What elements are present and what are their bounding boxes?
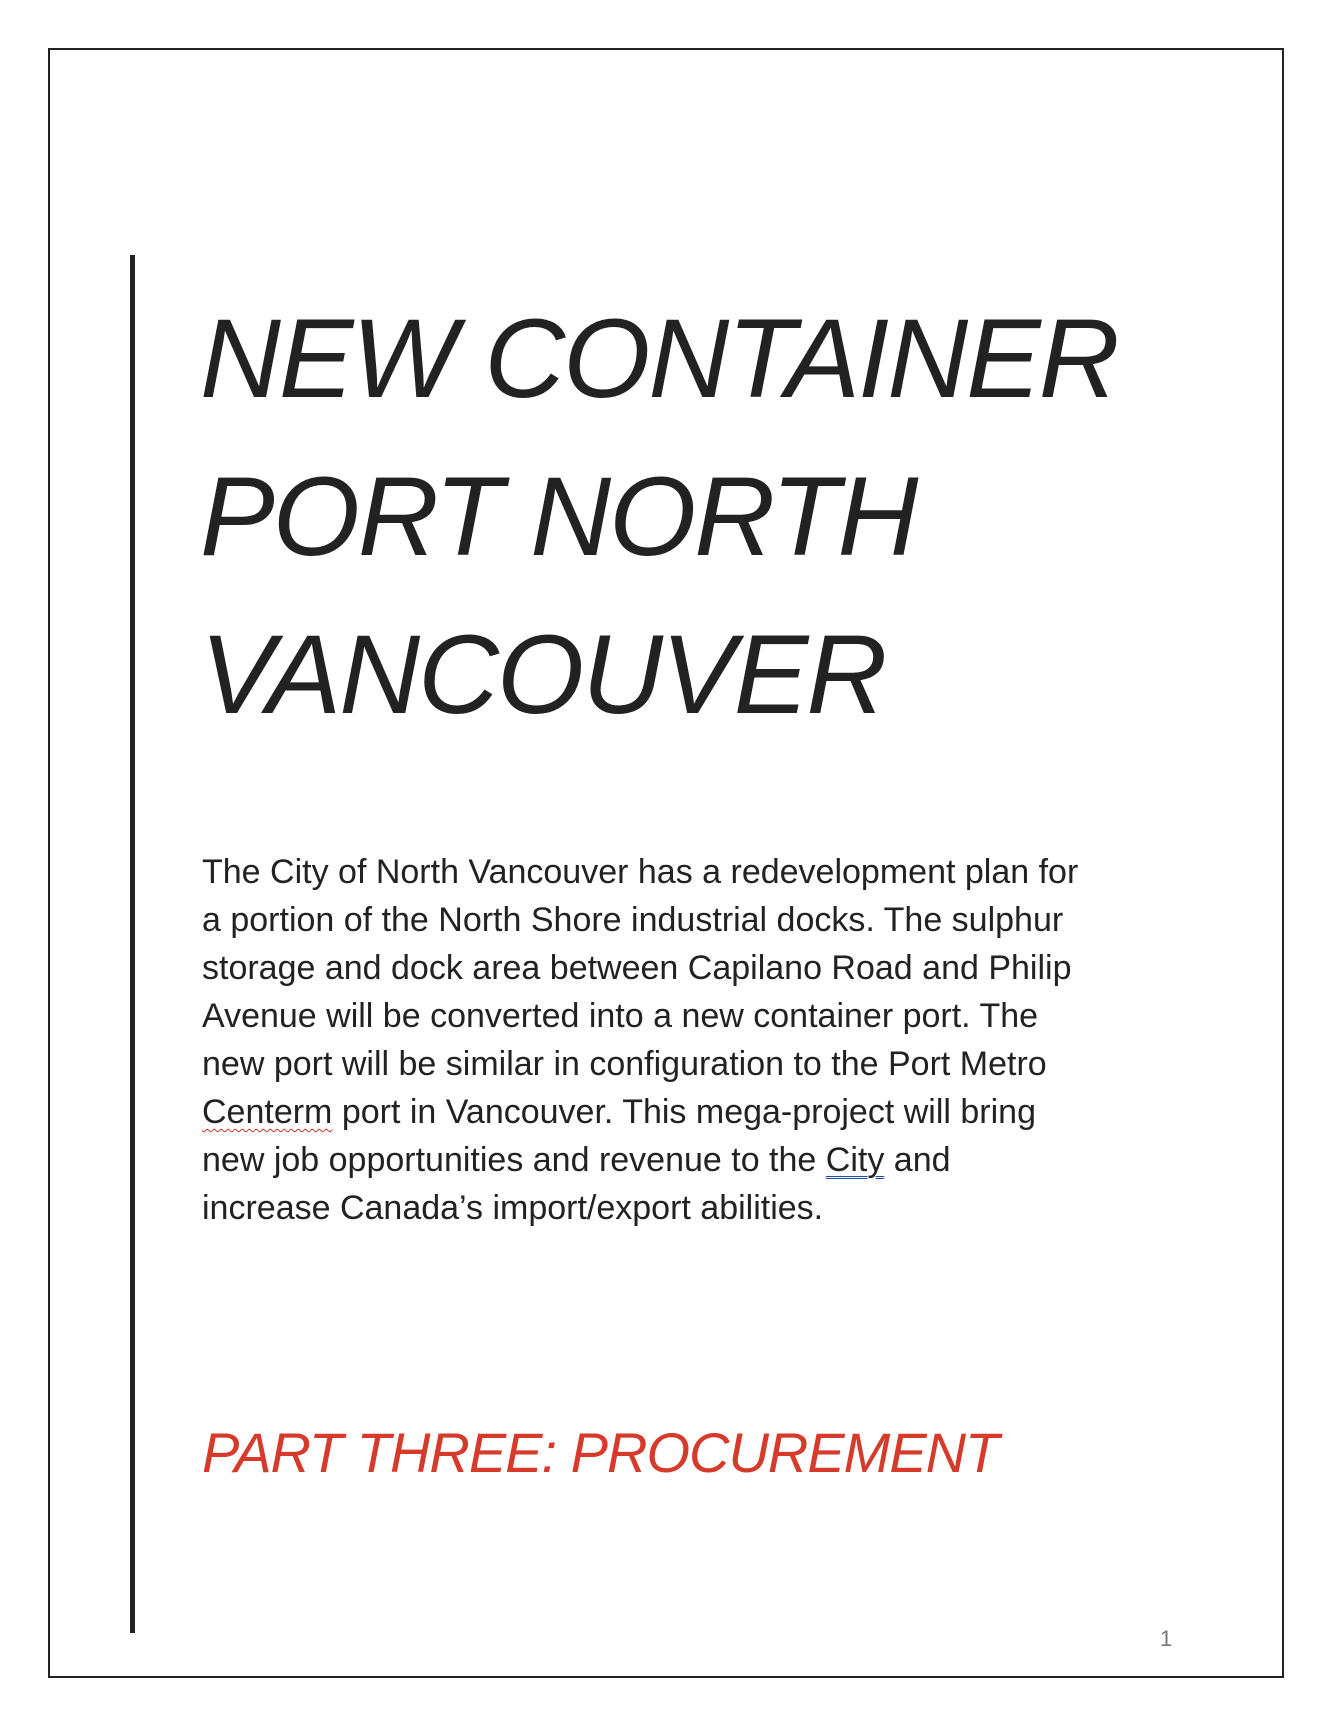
spelling-flagged-word[interactable]: Centerm [202,1093,333,1131]
intro-line-3: storage and dock area between Capilano Road and Philip [202,949,1072,987]
intro-line-7-before: new job opportunities and revenue to the [202,1141,826,1179]
title-line-3: VANCOUVER [200,612,886,737]
page-number: 1 [1160,1626,1173,1651]
document-title [200,280,1260,754]
intro-line-6-rest: port in Vancouver. This mega-project will bring [332,1093,1036,1131]
intro-line-6 [202,1088,1202,1136]
title-line-2: PORT NORTH [200,454,917,579]
title-line-1: NEW CONTAINER [200,296,1118,421]
intro-line-4: Avenue will be converted into a new container port. The [202,997,1039,1035]
intro-line-8: increase Canada’s import/export abilities. [202,1189,824,1227]
part-heading: PART THREE: PROCUREMENT [202,1421,999,1484]
left-accent-bar [130,255,135,1633]
city-link[interactable]: City [825,1141,885,1179]
intro-line-5: new port will be similar in configuration to the Port Metro [202,1045,1047,1083]
intro-paragraph [202,848,1202,1232]
intro-line-7 [202,1136,1202,1184]
intro-line-7-after: and [884,1141,951,1179]
intro-line-1: The City of North Vancouver has a redevelopment plan for [202,853,1079,891]
intro-line-2: a portion of the North Shore industrial docks. The sulphur [202,901,1064,939]
